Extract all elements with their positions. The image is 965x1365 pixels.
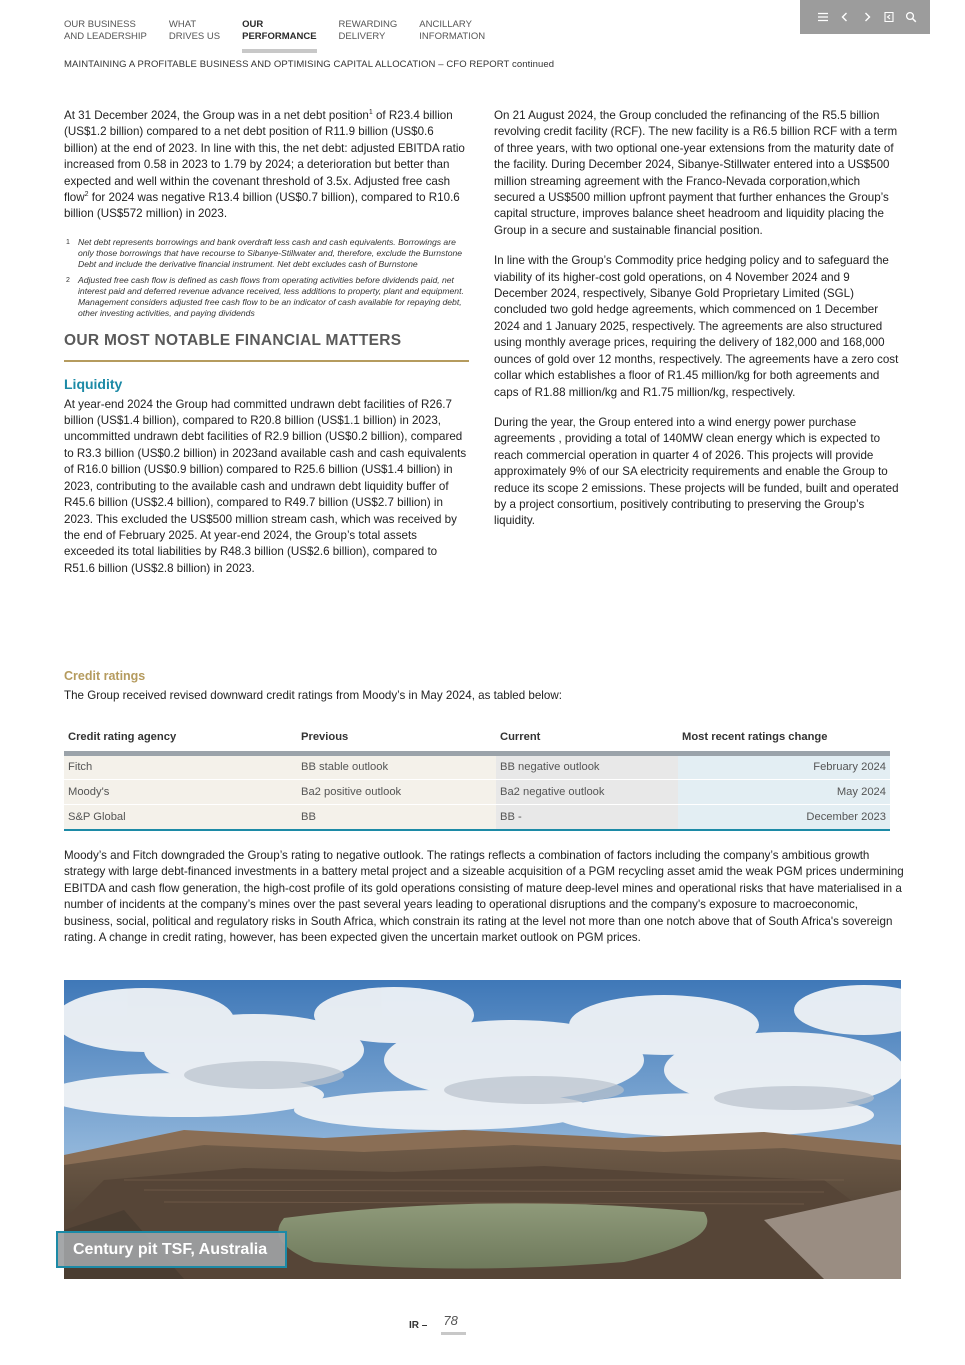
wind-energy-paragraph: During the year, the Group entered into a wind energy power purchase agreements , providing a total of 140MW clean energy which is expected to reach commercial operation in quarter 4 of 2026. This projects will provide approximately 9% of our SA electricity requirements and enable the Group to reduce its scope 2 emissions. These projects will be funded, built and operated by a project consortium, positively contributing to preserving the Group’s liquidity. [494, 415, 899, 528]
liquidity-paragraph: At year-end 2024 the Group had committed undrawn debt facilities of R26.7 billion (US$1.4 billion), compared to R20.8 billion (US$1.1 billion) in 2023, uncommitted undrawn debt facilities of R2.9 billion (US$0.2 billion), compared to R3.3 billion (US$0.2 billion) in 2023and available cash and cash equivalents of R16.0 billion (US$0.9 billion) compared to R25.6 billion (US$1.4 billion) in 2023, contributing to the available cash and undrawn debt liquidity buffer of R45.6 billion (US$2.4 billion), compared to R49.7 billion (US$2.7 billion) in 2023. This excluded the US$500 million stream cash, which was received by the end of February 2025. At year-end 2024, the Group’s total assets exceeded its total liabilities by R48.3 billion (US$2.6 billion), compared to R51.6 billion (US$2.8 billion) in 2023. [64, 397, 467, 575]
net-debt-text-b: of R23.4 billion (US$1.2 billion) compared to a net debt position of R11.9 billion (US$0.6 billion) at the end of 2023. In line with this, the net debt: adjusted EBITDA ratio increased from 0.58 in 2023 to 1.79 by 2024; a deterioration but better than expected and well within the covenant threshold of 3.5x. Adjusted free cash flow [64, 109, 465, 205]
table-cell: February 2024 [678, 754, 890, 780]
footnote-2 [64, 275, 469, 319]
net-debt-text-a: At 31 December 2024, the Group was in a net debt position [64, 109, 369, 122]
nav-ancillary-information[interactable]: ANCILLARY INFORMATION [419, 19, 486, 42]
nav-what-drives-us[interactable]: WHAT DRIVES US [168, 19, 221, 42]
footnote-1-number: 1 [66, 238, 70, 246]
refinancing-paragraph: On 21 August 2024, the Group concluded the refinancing of the R5.5 billion revolving credit facility (RCF). The new facility is a R6.5 billion RCF with a term of three years, with two optional one-year extensions from the maturity date of the facility. During December 2024, Sibanye-Stillwater entered into a US$500 million streaming agreement with the Franco-Nevada corporation,which secured a US$500 million upfront payment that further enhances the Group’s capital structure, improves balance sheet headroom and liquidity placing the Group in a secure and sustainable financial position. [494, 109, 898, 237]
net-debt-text-c: for 2024 was negative R13.4 billion (US$0.7 billion), compared to R10.6 billion (US$572 million) in 2023. [64, 191, 460, 221]
table-row [64, 805, 890, 831]
right-column [494, 108, 904, 544]
top-navigation [64, 19, 507, 53]
nav-rewarding-delivery[interactable]: REWARDING DELIVERY [338, 19, 398, 42]
credit-ratings-table [64, 728, 890, 831]
column-header: Previous [297, 728, 496, 754]
table-cell: BB stable outlook [297, 754, 496, 780]
table-cell: Ba2 negative outlook [496, 779, 678, 805]
table-row [64, 754, 890, 780]
footnote-ref-1: 1 [368, 109, 373, 117]
footnote-ref-2: 2 [84, 191, 89, 199]
credit-ratings-intro: The Group received revised downward credit ratings from Moody’s in May 2024, as tabled below: [64, 689, 562, 702]
section-heading: OUR MOST NOTABLE FINANCIAL MATTERS [64, 333, 469, 362]
credit-ratings-heading: Credit ratings [64, 669, 146, 683]
page-subtitle: MAINTAINING A PROFITABLE BUSINESS AND OPTIMISING CAPITAL ALLOCATION – CFO REPORT continued [64, 59, 555, 70]
net-debt-paragraph [64, 108, 469, 223]
table-cell: BB [297, 805, 496, 831]
footnote-1 [64, 237, 469, 270]
table-cell: BB negative outlook [496, 754, 678, 780]
nav-our-performance[interactable]: OUR PERFORMANCE [242, 19, 316, 53]
previous-page-icon[interactable] [838, 10, 852, 24]
column-header: Most recent ratings change [678, 728, 890, 754]
search-icon[interactable] [904, 10, 918, 24]
footnote-2-text: Adjusted free cash flow is defined as cash flows from operating activities before dividends paid, net interest paid and deferred revenue advance received, less additions to property, plant and equipment. Management considers adjusted free cash flow to be an indicator of cash available for repaying debt, other investing activities, and paying dividends [78, 274, 464, 318]
footer-label: IR – [409, 1320, 428, 1331]
page-number: 78 [441, 1312, 465, 1335]
left-column [64, 108, 469, 591]
gold-hedge-paragraph: In line with the Group’s Commodity price hedging policy and to safeguard the viability of its higher-cost gold operations, on 4 November 2024 and 9 December 2024, respectively, Sibanye Gold Proprietary Limited (SGL) concluded two gold hedge agreements, which commenced on 1 December 2024 and 1 January 2025, respectively. The agreements are also structured using monthly average prices, requiring the delivery of 182,000 and 168,000 ounces of gold over 12 months, respectively. The agreements have a zero cost collar which establishes a floor of R1.45 million/kg for both agreements and caps of R1.88 million/kg and R1.75 million/kg, respectively. [494, 254, 899, 399]
table-cell: Moody's [64, 779, 297, 805]
table-cell: Ba2 positive outlook [297, 779, 496, 805]
footnote-1-text: Net debt represents borrowings and bank overdraft less cash and cash equivalents. Borrowings are only those borrowings that have recourse to Sibanye-Stillwater and, therefore, exclude the Burnstone Debt and include the derivative financial instrument. Net debt excludes cash of Burnstone [78, 236, 463, 269]
table-cell: S&P Global [64, 805, 297, 831]
table-cell: December 2023 [678, 805, 890, 831]
table-cell: May 2024 [678, 779, 890, 805]
footnote-2-number: 2 [66, 276, 70, 284]
nav-our-business[interactable]: OUR BUSINESS AND LEADERSHIP [64, 19, 147, 42]
table-header-row [64, 728, 890, 754]
document-toolbar [800, 0, 930, 34]
liquidity-heading: Liquidity [64, 376, 123, 393]
rating-explanation-paragraph: Moody’s and Fitch downgraded the Group’s rating to negative outlook. The ratings reflects a combination of factors including the company’s ambitious growth strategy with large debt-financed investments in a battery metal project and a sizeable acquisition of a PGM recycling asset amid the weak PGM prices undermining EBITDA and cash flow generation, the high-cost profile of its gold operations consisting of mature deep-level mines and operational risks that have materialised in a number of incidents at the company’s mines over the past several years leading to operational disruptions and the company's exposure to macroeconomic, business, social, political and regulatory risks in South Africa, which constrain its rating at the level not more than one notch above that of South Africa's sovereign rating. A change in credit rating, however, has been expected given the uncertain market outlook on PGM prices. [64, 849, 904, 945]
table-cell: BB - [496, 805, 678, 831]
table-cell: Fitch [64, 754, 297, 780]
page-footer [409, 1312, 466, 1335]
photo-caption: Century pit TSF, Australia [56, 1231, 287, 1268]
next-page-icon[interactable] [860, 10, 874, 24]
menu-icon[interactable] [816, 10, 830, 24]
column-header: Current [496, 728, 678, 754]
column-header: Credit rating agency [64, 728, 297, 754]
return-icon[interactable] [882, 10, 896, 24]
table-row [64, 779, 890, 805]
